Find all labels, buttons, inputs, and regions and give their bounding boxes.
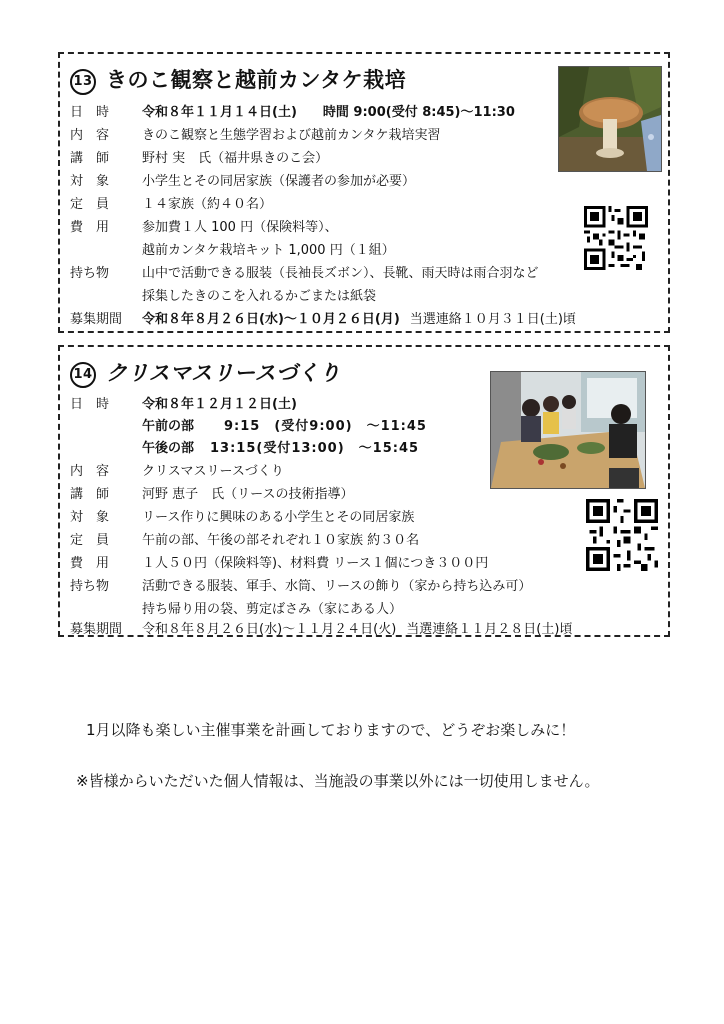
event-14-qr-code[interactable] (586, 499, 658, 571)
capacity-label: 定 員 (70, 533, 110, 548)
event-13-capacity-row (70, 193, 272, 212)
period-label: 募集期間 (70, 622, 123, 637)
items-value-1: 活動できる服装、軍手、水筒、リースの飾り（家から持ち込み可） (142, 579, 532, 594)
items-value-1: 山中で活動できる服装（長袖長ズボン）、長靴、雨天時は雨合羽など (142, 266, 539, 281)
lecturer-value: 野村 実 氏（福井県きのこ会） (142, 151, 329, 166)
date-label: 日 時 (70, 105, 110, 120)
pm-label: 午後の部 (142, 441, 195, 456)
notify-value: 当選連絡１０月３１日(土)頃 (409, 312, 576, 327)
lecturer-label: 講 師 (70, 151, 110, 166)
period-value: 令和８年８月２６日(水)～１１月２４日(火) (142, 622, 397, 637)
event-13-items-row (70, 262, 539, 281)
event-14-title-text: クリスマスリースづくり (106, 361, 341, 385)
target-label: 対 象 (70, 510, 110, 525)
mushroom-photo (558, 66, 662, 172)
target-value: リース作りに興味のある小学生とその同居家族 (142, 510, 415, 525)
content-label: 内 容 (70, 128, 110, 143)
event-13-content-row (70, 124, 440, 143)
event-13-period-row (70, 308, 576, 327)
event-14-capacity-row (70, 529, 419, 548)
target-value: 小学生とその同居家族（保護者の参加が必要） (142, 174, 416, 189)
date-value: 令和８年１２月１２日(土) (142, 397, 297, 412)
event-13-lecturer-row (70, 147, 328, 166)
event-13-title-text: きのこ観察と越前カンタケ栽培 (106, 68, 407, 92)
content-value: クリスマスリースづくり (142, 464, 284, 479)
target-label: 対 象 (70, 174, 110, 189)
event-14-content-row (70, 460, 284, 479)
fee-value-1: 参加費１人 100 円（保険料等）、 (142, 220, 338, 235)
event-14-title (70, 357, 341, 388)
date-value: 令和８年１１月１４日(土) (142, 105, 297, 120)
event-14-date-row (70, 393, 297, 412)
event-13-qr-code[interactable] (584, 206, 648, 270)
event-13-target-row (70, 170, 415, 189)
event-14-items-row (70, 575, 531, 594)
am-label: 午前の部 (142, 419, 195, 434)
content-value: きのこ観察と生態学習および越前カンタケ栽培実習 (142, 128, 441, 143)
event-14-fee-row (70, 552, 488, 571)
items-label: 持ち物 (70, 579, 110, 594)
lecturer-value: 河野 恵子 氏（リースの技術指導） (142, 487, 354, 502)
event-13-box (58, 52, 670, 333)
pm-value: 13:15(受付13:00) ～15:45 (210, 441, 420, 456)
notify-value: 当選連絡１１月２８日(土)頃 (406, 622, 573, 637)
items-value-2: 採集したきのこを入れるかごまたは紙袋 (142, 289, 377, 304)
event-14-items-row-2 (142, 598, 402, 617)
fee-value-2: 越前カンタケ栽培キット 1,000 円（１組） (142, 243, 395, 258)
am-value: 9:15 (受付9:00) ～11:45 (224, 419, 427, 434)
event-13-title (70, 64, 406, 95)
event-14-number: 14 (70, 362, 96, 388)
capacity-label: 定 員 (70, 197, 110, 212)
period-label: 募集期間 (70, 312, 123, 327)
fee-label: 費 用 (70, 220, 110, 235)
event-13-fee-row-2 (142, 239, 395, 258)
content-label: 内 容 (70, 464, 110, 479)
wreath-workshop-photo (490, 371, 646, 489)
items-label: 持ち物 (70, 266, 110, 281)
event-13-number: 13 (70, 69, 96, 95)
items-value-2: 持ち帰り用の袋、剪定ばさみ（家にある人） (142, 602, 403, 617)
privacy-note: ※皆様からいただいた個人情報は、当施設の事業以外には一切使用しません。 (76, 772, 600, 790)
capacity-value: 午前の部、午後の部それぞれ１０家族 約３０名 (142, 533, 420, 548)
lecturer-label: 講 師 (70, 487, 110, 502)
fee-label: 費 用 (70, 556, 110, 571)
fee-value: １人５０円（保険料等)、材料費 リース１個につき３００円 (142, 556, 489, 571)
event-14-period-row (70, 618, 572, 637)
time-value: 時間 9:00(受付 8:45)～11:30 (322, 105, 515, 120)
event-14-am-row (142, 415, 427, 434)
upcoming-events-note: 1月以降も楽しい主催事業を計画しておりますので、どうぞお楽しみに！ (86, 721, 576, 739)
event-13-date-row (70, 101, 515, 120)
capacity-value: １４家族（約４０名） (142, 197, 273, 212)
event-14-box (58, 345, 670, 637)
event-14-lecturer-row (70, 483, 353, 502)
event-14-pm-row (142, 437, 419, 456)
period-value: 令和８年８月２６日(水)～１０月２６日(月) (142, 312, 400, 327)
event-13-items-row-2 (142, 285, 376, 304)
event-13-fee-row (70, 216, 338, 235)
date-label: 日 時 (70, 397, 110, 412)
event-14-target-row (70, 506, 414, 525)
